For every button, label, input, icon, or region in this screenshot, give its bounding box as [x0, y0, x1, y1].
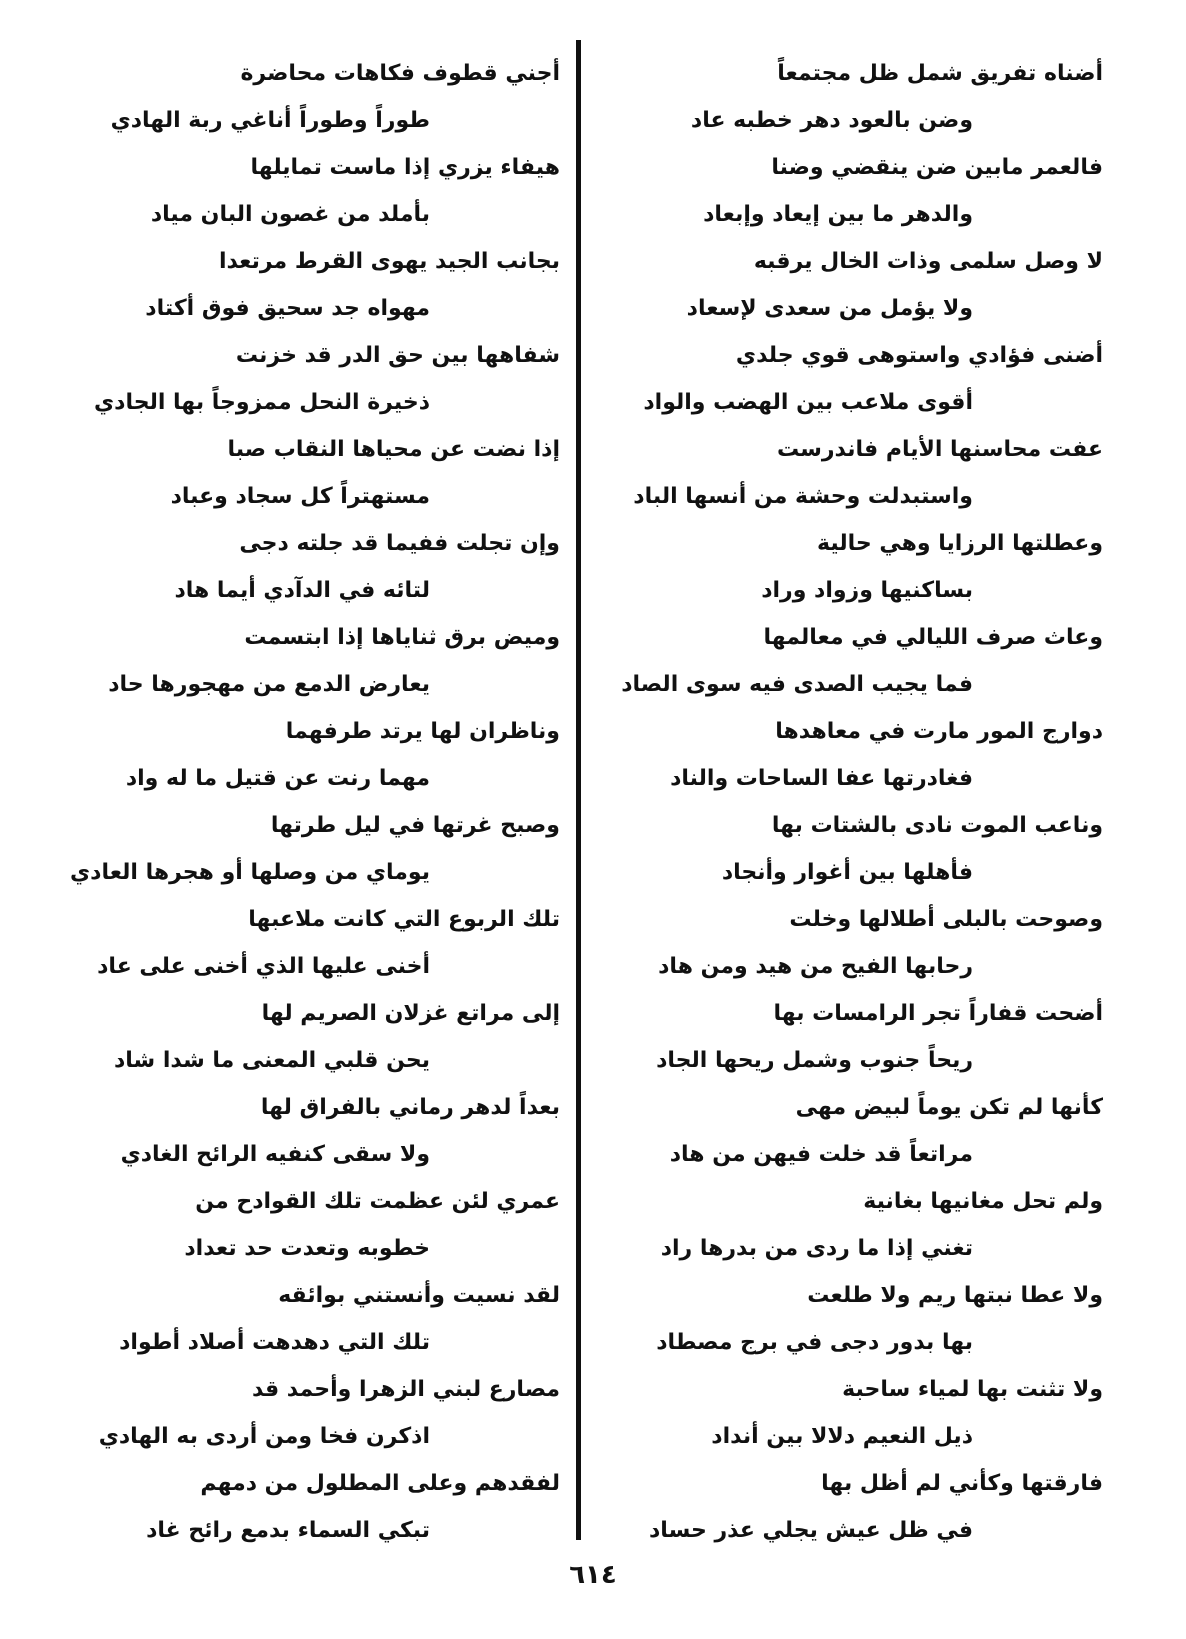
- verse-line: وعاث صرف الليالي في معالمها: [763, 625, 1103, 650]
- verse-line: مهواه جد سحيق فوق أكتاد: [145, 296, 430, 321]
- verse-line: ولا يؤمل من سعدى لإسعاد: [686, 296, 973, 321]
- verse-line: لفقدهم وعلى المطلول من دمهم: [200, 1471, 560, 1496]
- verse-line: يوماي من وصلها أو هجرها العادي: [70, 860, 430, 885]
- verse-line: وميض برق ثناياها إذا ابتسمت: [244, 625, 560, 650]
- verse-line: واستبدلت وحشة من أنسها الباد: [633, 484, 973, 509]
- verse-line: بجانب الجيد يهوى القرط مرتعدا: [218, 249, 560, 274]
- verse-line: خطوبه وتعدت حد تعداد: [184, 1236, 430, 1261]
- verse-line: فغادرتها عفا الساحات والناد: [670, 766, 973, 791]
- verse-line: أضناه تفريق شمل ظل مجتمعاً: [777, 61, 1103, 86]
- verse-line: كأنها لم تكن يوماً لبيض مهى: [795, 1095, 1103, 1120]
- verse-line: رحابها الفيح من هيد ومن هاد: [658, 954, 973, 979]
- page-number: ٦١٤: [569, 1560, 617, 1590]
- verse-line: وصبح غرتها في ليل طرتها: [270, 813, 560, 838]
- verse-line: عفت محاسنها الأيام فاندرست: [776, 437, 1103, 462]
- verse-line: أخنى عليها الذي أخنى على عاد: [97, 954, 430, 979]
- verse-line: والدهر ما بين إيعاد وإبعاد: [703, 202, 973, 227]
- verse-line: مراتعاً قد خلت فيهن من هاد: [669, 1142, 973, 1167]
- verse-line: إذا نضت عن محياها النقاب صبا: [227, 437, 560, 462]
- verse-line: بعداً لدهر رماني بالفراق لها: [260, 1095, 560, 1120]
- verse-line: ولم تحل مغانيها بغانية: [863, 1189, 1103, 1214]
- verse-line: أضنى فؤادي واستوهى قوي جلدي: [735, 343, 1103, 368]
- verse-line: يحن قلبي المعنى ما شدا شاد: [114, 1048, 430, 1073]
- left-column: [40, 50, 560, 1554]
- verse-line: بأملد من غصون البان مياد: [150, 202, 430, 227]
- verse-line: تغني إذا ما ردى من بدرها راد: [660, 1236, 973, 1261]
- verse-line: لقد نسيت وأنستني بوائقه: [278, 1283, 560, 1308]
- verse-line: ريحاً جنوب وشمل ريحها الجاد: [656, 1048, 973, 1073]
- verse-line: اذكرن فخا ومن أردى به الهادي: [98, 1424, 430, 1449]
- verse-line: ذيل النعيم دلالا بين أنداد: [711, 1424, 973, 1449]
- verse-line: عمري لئن عظمت تلك القوادح من: [195, 1189, 560, 1214]
- verse-line: لتائه في الدآدي أيما هاد: [174, 578, 430, 603]
- verse-line: ذخيرة النحل ممزوجاً بها الجادي: [94, 390, 430, 415]
- verse-line: تلك الربوع التي كانت ملاعبها: [248, 907, 560, 932]
- verse-line: طوراً وطوراً أناغي ربة الهادي: [110, 108, 430, 133]
- verse-line: لا وصل سلمى وذات الخال يرقبه: [753, 249, 1103, 274]
- verse-line: دوارج المور مارت في معاهدها: [775, 719, 1103, 744]
- verse-line: فما يجيب الصدى فيه سوى الصاد: [621, 672, 973, 697]
- verse-line: أضحت قفاراً تجر الرامسات بها: [773, 1001, 1103, 1026]
- verse-line: بها بدور دجى في برج مصطاد: [656, 1330, 973, 1355]
- verse-line: وناعب الموت نادى بالشتات بها: [771, 813, 1103, 838]
- verse-line: وصوحت بالبلى أطلالها وخلت: [789, 907, 1103, 932]
- verse-line: إلى مراتع غزلان الصريم لها: [261, 1001, 560, 1026]
- verse-line: وإن تجلت ففيما قد جلته دجى: [239, 531, 560, 556]
- verse-line: وناظران لها يرتد طرفهما: [285, 719, 560, 744]
- verse-line: وضن بالعود دهر خطبه عاد: [690, 108, 973, 133]
- verse-line: ولا سقى كنفيه الرائح الغادي: [120, 1142, 430, 1167]
- verse-line: تلك التي دهدهت أصلاد أطواد: [119, 1330, 430, 1355]
- verse-line: فالعمر مابين ضن ينقضي وضنا: [771, 155, 1103, 180]
- verse-line: مصارع لبني الزهرا وأحمد قد: [252, 1377, 560, 1402]
- verse-line: مستهتراً كل سجاد وعباد: [170, 484, 430, 509]
- verse-line: شفاهها بين حق الدر قد خزنت: [235, 343, 560, 368]
- verse-line: يعارض الدمع من مهجورها حاد: [108, 672, 430, 697]
- verse-line: أجني قطوف فكاهات محاضرة: [240, 61, 560, 86]
- column-divider: [576, 40, 581, 1540]
- verse-line: مهما رنت عن قتيل ما له واد: [125, 766, 430, 791]
- right-column: [598, 50, 1103, 1554]
- verse-line: أقوى ملاعب بين الهضب والواد: [643, 390, 973, 415]
- verse-line: هيفاء يزري إذا ماست تمايلها: [250, 155, 560, 180]
- verse-line: تبكي السماء بدمع رائح غاد: [146, 1518, 430, 1543]
- verse-line: بساكنيها وزواد وراد: [761, 578, 973, 603]
- verse-line: وعطلتها الرزايا وهي حالية: [817, 531, 1103, 556]
- verse-line: في ظل عيش يجلي عذر حساد: [649, 1518, 973, 1543]
- verse-line: فارقتها وكأني لم أظل بها: [821, 1471, 1103, 1496]
- verse-line: فأهلها بين أغوار وأنجاد: [721, 860, 973, 885]
- verse-line: ولا عطا نبتها ريم ولا طلعت: [807, 1283, 1103, 1308]
- verse-line: ولا تثنت بها لمياء ساحبة: [842, 1377, 1103, 1402]
